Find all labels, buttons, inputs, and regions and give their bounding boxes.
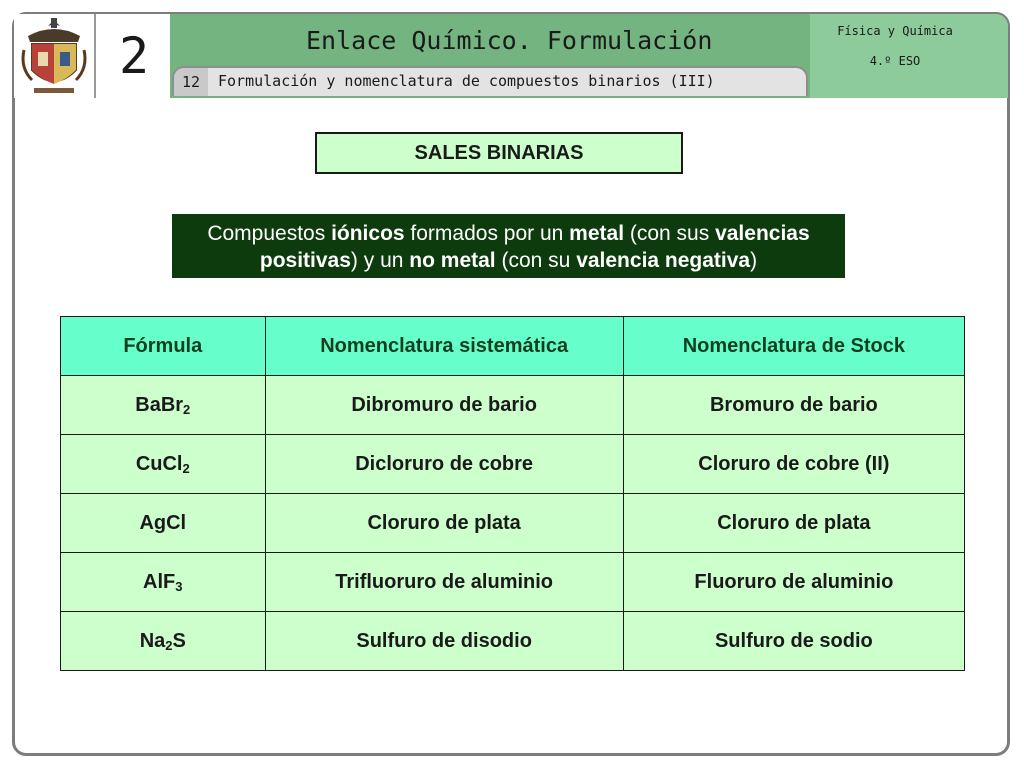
unit-number: 2 <box>94 14 172 98</box>
lesson-title: Formulación y nomenclatura de compuestos binarios (III) <box>218 72 715 90</box>
formula-subscript: 2 <box>183 401 191 417</box>
formula-main: BaBr <box>135 393 184 416</box>
def-bold: valencia negativa <box>576 249 751 272</box>
table-row <box>61 494 965 553</box>
def-bold: no metal <box>409 249 496 272</box>
table-row <box>61 435 965 494</box>
formula-cell <box>61 376 266 435</box>
def-text: (con sus <box>624 222 716 245</box>
formula-cell <box>61 612 266 671</box>
unit-title: Enlace Químico. Formulación <box>306 26 713 55</box>
formula-cell <box>61 553 266 612</box>
table-row <box>61 376 965 435</box>
def-bold: valencias positivas <box>259 222 810 272</box>
systematic-cell: Sulfuro de disodio <box>265 612 623 671</box>
table-row <box>61 553 965 612</box>
definition-box <box>172 214 845 278</box>
formula-main: AgCl <box>139 511 187 534</box>
formula-main: AlF <box>143 570 176 593</box>
compounds-table <box>60 316 965 671</box>
formula-main: CuCl <box>135 452 183 475</box>
course-info <box>810 14 1008 98</box>
systematic-cell: Dicloruro de cobre <box>265 435 623 494</box>
subject-label: Física y Química <box>837 24 953 38</box>
def-text: formados por un <box>404 222 570 245</box>
stock-cell: Cloruro de plata <box>623 494 964 553</box>
header-formula: Fórmula <box>61 317 266 376</box>
stock-cell: Bromuro de bario <box>623 376 964 435</box>
table-row <box>61 612 965 671</box>
table-header-row <box>61 317 965 376</box>
header-bar <box>170 14 810 98</box>
lesson-bar <box>172 66 808 96</box>
formula-tail: S <box>172 629 186 652</box>
formula-subscript: 2 <box>165 637 173 653</box>
def-text: ) <box>750 249 758 272</box>
stock-cell: Cloruro de cobre (II) <box>623 435 964 494</box>
def-text: (con su <box>495 249 577 272</box>
def-bold: iónicos <box>331 222 405 245</box>
formula-main: Na <box>139 629 166 652</box>
formula-cell <box>61 494 266 553</box>
crest-icon <box>14 14 94 98</box>
header-systematic: Nomenclatura sistemática <box>265 317 623 376</box>
formula-subscript: 3 <box>175 578 183 594</box>
systematic-cell: Trifluoruro de aluminio <box>265 553 623 612</box>
formula-cell <box>61 435 266 494</box>
formula-subscript: 2 <box>182 460 190 476</box>
school-logo <box>14 14 94 98</box>
def-text: Compuestos <box>207 222 332 245</box>
systematic-cell: Cloruro de plata <box>265 494 623 553</box>
def-text: ) y un <box>350 249 410 272</box>
lesson-number: 12 <box>174 68 208 96</box>
stock-cell: Fluoruro de aluminio <box>623 553 964 612</box>
level-label: 4.º ESO <box>869 54 921 68</box>
def-bold: metal <box>569 222 625 245</box>
header-stock: Nomenclatura de Stock <box>623 317 964 376</box>
stock-cell: Sulfuro de sodio <box>623 612 964 671</box>
systematic-cell: Dibromuro de bario <box>265 376 623 435</box>
section-title: SALES BINARIAS <box>315 132 683 174</box>
